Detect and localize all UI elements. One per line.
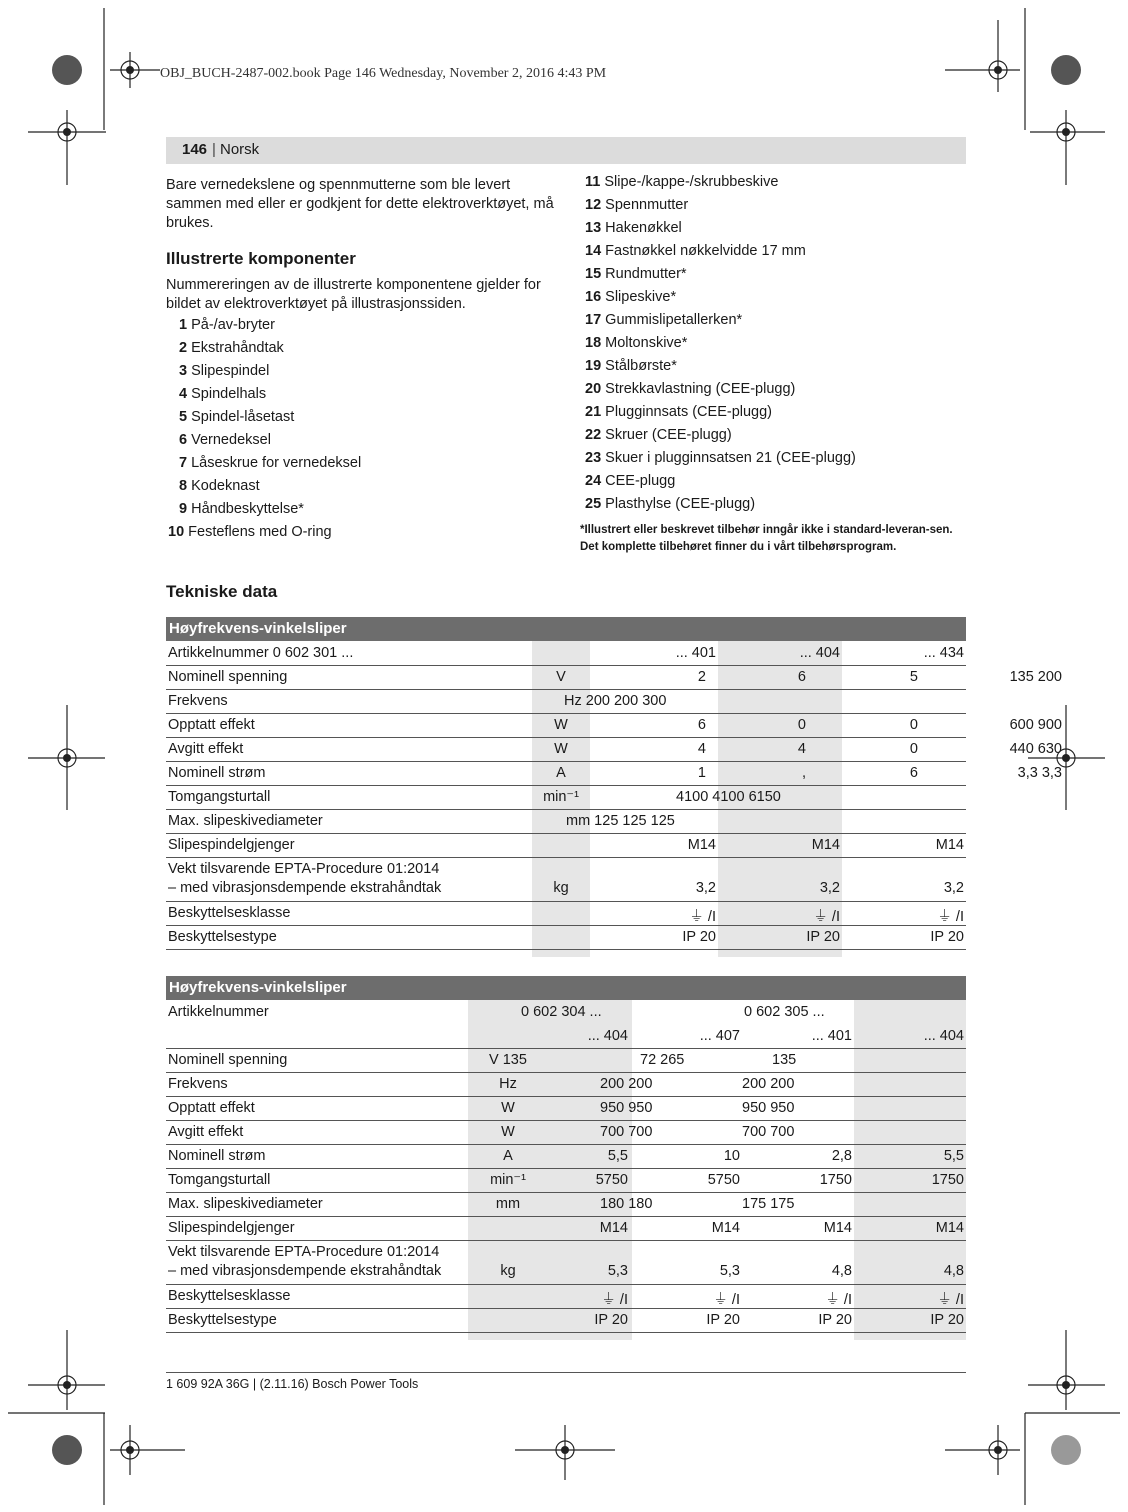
row-label: Nominell spenning: [168, 669, 288, 685]
row-label: Max. slipeskivediameter: [168, 1196, 323, 1212]
row-value: 4,8: [943, 1263, 964, 1279]
row-value: 72 265: [640, 1052, 685, 1068]
component-number: 20: [585, 381, 602, 397]
component-item: [168, 524, 332, 540]
components-intro: Nummereringen av de illustrerte komponentene gjelder for bildet av elektroverktøyet på illustrasjonssiden.: [166, 277, 541, 312]
row-value: ⏚ /I: [713, 1292, 740, 1308]
row-value: M14: [599, 1220, 628, 1236]
row-label: Tomgangsturtall: [168, 1172, 271, 1188]
table-row: [166, 925, 966, 950]
row-value: 3,2: [695, 880, 716, 896]
component-label: Plugginnsats (CEE-plugg): [601, 404, 773, 420]
row-value: ⏚ /I: [689, 909, 716, 925]
component-item: [585, 243, 806, 259]
row-label: Vekt tilsvarende EPTA-Procedure 01:2014: [168, 861, 440, 877]
component-number: 19: [585, 358, 602, 374]
table-row: [166, 1284, 966, 1309]
row-unit: mm: [495, 1196, 521, 1212]
component-label: Moltonskive*: [601, 335, 688, 351]
row-value: ⏚ /I: [813, 909, 840, 925]
component-label: Kodeknast: [187, 478, 260, 494]
component-item: [585, 335, 687, 351]
table1-title-bar: Høyfrekvens-vinkelsliper: [166, 617, 966, 641]
row-value: 135: [772, 1052, 797, 1068]
footer-text: 1 609 92A 36G | (2.11.16) Bosch Power Tools: [166, 1377, 419, 1391]
article-subhead: ... 404: [923, 1028, 964, 1044]
component-number: 18: [585, 335, 602, 351]
component-label: Gummislipetallerken*: [601, 312, 743, 328]
row-value: 5,3: [607, 1263, 628, 1279]
row-value: M14: [935, 1220, 964, 1236]
print-slug: OBJ_BUCH-2487-002.book Page 146 Wednesday, November 2, 2016 4:43 PM: [160, 66, 607, 81]
row-label: Max. slipeskivediameter: [168, 813, 323, 829]
row-value: 0: [909, 741, 918, 757]
component-item: [585, 197, 688, 213]
row-value: IP 20: [706, 1312, 740, 1328]
component-item: [179, 478, 260, 494]
row-value: 2,8: [831, 1148, 852, 1164]
row-extra-value: 440 630: [1009, 741, 1062, 757]
component-label: Spennmutter: [601, 197, 689, 213]
table2-title-bar: Høyfrekvens-vinkelsliper: [166, 976, 966, 1000]
row-unit: A: [503, 1148, 513, 1164]
row-value: 700 700: [600, 1124, 653, 1140]
row-label: Beskyttelsesklasse: [168, 1288, 291, 1304]
row-value: 6: [909, 765, 918, 781]
row-value: ⏚ /I: [601, 1292, 628, 1308]
row-value: 5,3: [719, 1263, 740, 1279]
row-label: – med vibrasjonsdempende ekstrahåndtak: [168, 880, 442, 896]
component-number: 3: [179, 363, 188, 379]
component-number: 4: [179, 386, 188, 402]
row-value: 10: [723, 1148, 740, 1164]
component-item: [585, 174, 778, 190]
row-label: Tomgangsturtall: [168, 789, 271, 805]
row-value: M14: [687, 837, 716, 853]
row-label: Opptatt effekt: [168, 1100, 255, 1116]
component-number: 11: [585, 174, 601, 190]
row-value: 4,8: [831, 1263, 852, 1279]
row-value: 6: [797, 669, 806, 685]
row-value: 1: [697, 765, 706, 781]
row-label: – med vibrasjonsdempende ekstrahåndtak: [168, 1263, 442, 1279]
page-header-bar: 146 | Norsk: [166, 137, 966, 164]
component-item: [585, 220, 682, 236]
table-row: [166, 1144, 966, 1169]
component-item: [585, 404, 772, 420]
article-subhead: ... 404: [587, 1028, 628, 1044]
component-item: [585, 496, 755, 512]
component-number: 16: [585, 289, 602, 305]
component-label: Hakenøkkel: [601, 220, 682, 236]
component-label: Stålbørste*: [601, 358, 677, 374]
component-item: [585, 381, 795, 397]
table-row: [166, 1120, 966, 1145]
row-label: Slipespindelgjenger: [168, 1220, 295, 1236]
section-name: Norsk: [220, 141, 260, 158]
row-value: ... 404: [799, 645, 840, 661]
component-item: [179, 409, 294, 425]
component-item: [179, 501, 304, 517]
row-unit: Hz 200 200 300: [564, 693, 667, 709]
component-item: [585, 427, 732, 443]
article-group: 0 602 304 ...: [521, 1004, 602, 1020]
component-label: Skruer (CEE-plugg): [601, 427, 732, 443]
row-value: 0: [909, 717, 918, 733]
row-value: ... 401: [675, 645, 716, 661]
row-unit: min⁻¹: [490, 1172, 526, 1188]
row-value: 3,2: [943, 880, 964, 896]
component-number: 8: [179, 478, 188, 494]
component-label: Strekkavlastning (CEE-plugg): [601, 381, 796, 397]
component-label: Spindelhals: [187, 386, 267, 402]
table-row: [166, 713, 1062, 738]
component-number: 12: [585, 197, 602, 213]
table-row: [166, 689, 966, 714]
component-number: 5: [179, 409, 188, 425]
row-value: IP 20: [930, 1312, 964, 1328]
row-value: M14: [711, 1220, 740, 1236]
row-unit: W: [501, 1124, 515, 1140]
component-number: 1: [179, 317, 188, 333]
row-value: IP 20: [594, 1312, 628, 1328]
table-row: [166, 1072, 966, 1097]
accessory-footnote: *Illustrert eller beskrevet tilbehør inngår ikke i standard-leveran-sen. Det komplette tilbehøret finner du i vårt tilbehørsprogram.: [580, 524, 953, 553]
row-value: IP 20: [806, 929, 840, 945]
tech-table-1: [166, 617, 1062, 957]
component-item: [179, 317, 275, 333]
row-value: 4100 4100 6150: [676, 789, 781, 805]
row-value: ,: [801, 765, 806, 781]
component-number: 21: [585, 404, 602, 420]
row-label: Nominell strøm: [168, 1148, 266, 1164]
row-value: 950 950: [742, 1100, 795, 1116]
row-label: Slipespindelgjenger: [168, 837, 295, 853]
component-item: [585, 358, 677, 374]
table-row: [166, 761, 1062, 786]
component-number: 14: [585, 243, 602, 259]
component-label: På-/av-bryter: [187, 317, 275, 333]
component-item: [585, 289, 676, 305]
table-row: [166, 1096, 966, 1121]
table-row: [166, 1048, 966, 1073]
component-number: 9: [179, 501, 188, 517]
component-label: Ekstrahåndtak: [187, 340, 284, 356]
component-number: 17: [585, 312, 602, 328]
article-subhead: ... 401: [811, 1028, 852, 1044]
component-number: 2: [179, 340, 188, 356]
table-row: [166, 1168, 966, 1193]
component-label: Skuer i plugginnsatsen 21 (CEE-plugg): [601, 450, 856, 466]
table-row: [166, 665, 1062, 690]
component-item: [585, 450, 856, 466]
row-value: 950 950: [600, 1100, 653, 1116]
row-value: 700 700: [742, 1124, 795, 1140]
row-unit: W: [554, 717, 568, 733]
row-value: 4: [697, 741, 706, 757]
component-label: Håndbeskyttelse*: [187, 501, 304, 517]
component-label: Slipespindel: [187, 363, 270, 379]
row-unit: Hz: [499, 1076, 517, 1092]
table-row: [166, 857, 966, 902]
page-number: 146: [182, 141, 208, 158]
row-unit: W: [501, 1100, 515, 1116]
tech-table-2: [166, 976, 966, 1341]
component-number: 13: [585, 220, 602, 236]
component-number: 10: [168, 524, 185, 540]
row-value: IP 20: [930, 929, 964, 945]
row-value: M14: [823, 1220, 852, 1236]
row-value: ... 434: [923, 645, 964, 661]
row-value: IP 20: [682, 929, 716, 945]
component-label: Rundmutter*: [601, 266, 687, 282]
row-unit: V 135: [489, 1052, 527, 1068]
component-item: [179, 363, 269, 379]
component-label: CEE-plugg: [601, 473, 676, 489]
row-value: 5750: [595, 1172, 628, 1188]
row-value: 5: [909, 669, 918, 685]
row-value: 200 200: [600, 1076, 653, 1092]
component-number: 6: [179, 432, 188, 448]
row-value: 5,5: [607, 1148, 628, 1164]
row-unit: V: [556, 669, 566, 685]
row-label: Beskyttelsestype: [168, 1312, 277, 1328]
component-number: 15: [585, 266, 602, 282]
component-label: Vernedeksel: [187, 432, 271, 448]
row-extra-value: 3,3 3,3: [1017, 765, 1062, 781]
component-label: Låseskrue for vernedeksel: [187, 455, 362, 471]
row-label: Frekvens: [168, 693, 228, 709]
component-item: [179, 340, 284, 356]
component-item: [585, 312, 742, 328]
component-label: Plasthylse (CEE-plugg): [601, 496, 756, 512]
tech-heading: Tekniske data: [166, 582, 278, 601]
row-label: Beskyttelsesklasse: [168, 905, 291, 921]
article-number-row: [166, 1000, 966, 1049]
component-number: 7: [179, 455, 188, 471]
component-label: Festeflens med O-ring: [184, 524, 332, 540]
article-group: 0 602 305 ...: [744, 1004, 825, 1020]
table-row: [166, 1240, 966, 1285]
row-label: Frekvens: [168, 1076, 228, 1092]
component-number: 25: [585, 496, 602, 512]
row-label: Avgitt effekt: [168, 741, 244, 757]
row-value: 6: [697, 717, 706, 733]
footer-rule: [166, 1372, 966, 1373]
table-row: [166, 833, 966, 858]
component-label: Fastnøkkel nøkkelvidde 17 mm: [601, 243, 806, 259]
table-row: [166, 901, 966, 926]
component-number: 23: [585, 450, 602, 466]
component-label: Slipeskive*: [601, 289, 677, 305]
row-value: M14: [935, 837, 964, 853]
row-value: ⏚ /I: [937, 909, 964, 925]
row-value: IP 20: [818, 1312, 852, 1328]
row-value: 5,5: [943, 1148, 964, 1164]
row-label: Vekt tilsvarende EPTA-Procedure 01:2014: [168, 1244, 440, 1260]
row-label: Nominell spenning: [168, 1052, 288, 1068]
row-value: 180 180: [600, 1196, 653, 1212]
table-row: [166, 785, 966, 810]
row-unit: min⁻¹: [543, 789, 579, 805]
row-unit: W: [554, 741, 568, 757]
component-item: [179, 386, 266, 402]
table-row: [166, 809, 966, 834]
row-label: Nominell strøm: [168, 765, 266, 781]
component-item: [179, 455, 361, 471]
table-row: [166, 1308, 966, 1333]
table-row: [166, 641, 966, 666]
component-label: Spindel-låsetast: [187, 409, 295, 425]
table-row: [166, 1216, 966, 1241]
component-item: [585, 266, 687, 282]
component-item: [179, 432, 271, 448]
row-value: 4: [797, 741, 806, 757]
row-value: 1750: [931, 1172, 964, 1188]
component-number: 24: [585, 473, 602, 489]
row-unit: A: [556, 765, 566, 781]
row-value: 175 175: [742, 1196, 795, 1212]
components-heading: Illustrerte komponenter: [166, 249, 356, 268]
table-row: [166, 1192, 966, 1217]
row-label: Artikkelnummer 0 602 301 ...: [168, 645, 354, 661]
article-subhead: ... 407: [699, 1028, 740, 1044]
row-unit: kg: [553, 880, 569, 896]
row-unit: kg: [500, 1263, 516, 1279]
row-label: Beskyttelsestype: [168, 929, 277, 945]
row-label: Avgitt effekt: [168, 1124, 244, 1140]
row-value: ⏚ /I: [937, 1292, 964, 1308]
row-value: 200 200: [742, 1076, 795, 1092]
row-value: 3,2: [819, 880, 840, 896]
table-row: [166, 737, 1062, 762]
row-label: Opptatt effekt: [168, 717, 255, 733]
intro-paragraph: Bare vernedekslene og spennmutterne som ble levert sammen med eller er godkjent for dette elektroverktøyet, må brukes.: [166, 177, 554, 231]
component-item: [585, 473, 675, 489]
component-label: Slipe-/kappe-/skrubbeskive: [600, 174, 779, 190]
component-number: 22: [585, 427, 602, 443]
row-value: 1750: [819, 1172, 852, 1188]
row-value: 0: [797, 717, 806, 733]
row-value: M14: [811, 837, 840, 853]
row-value: ⏚ /I: [825, 1292, 852, 1308]
row-extra-value: 600 900: [1009, 717, 1062, 733]
row-value: 5750: [707, 1172, 740, 1188]
row-value: 2: [697, 669, 706, 685]
row-label: Artikkelnummer: [168, 1004, 269, 1020]
row-unit: mm 125 125 125: [566, 813, 675, 829]
row-extra-value: 135 200: [1009, 669, 1062, 685]
